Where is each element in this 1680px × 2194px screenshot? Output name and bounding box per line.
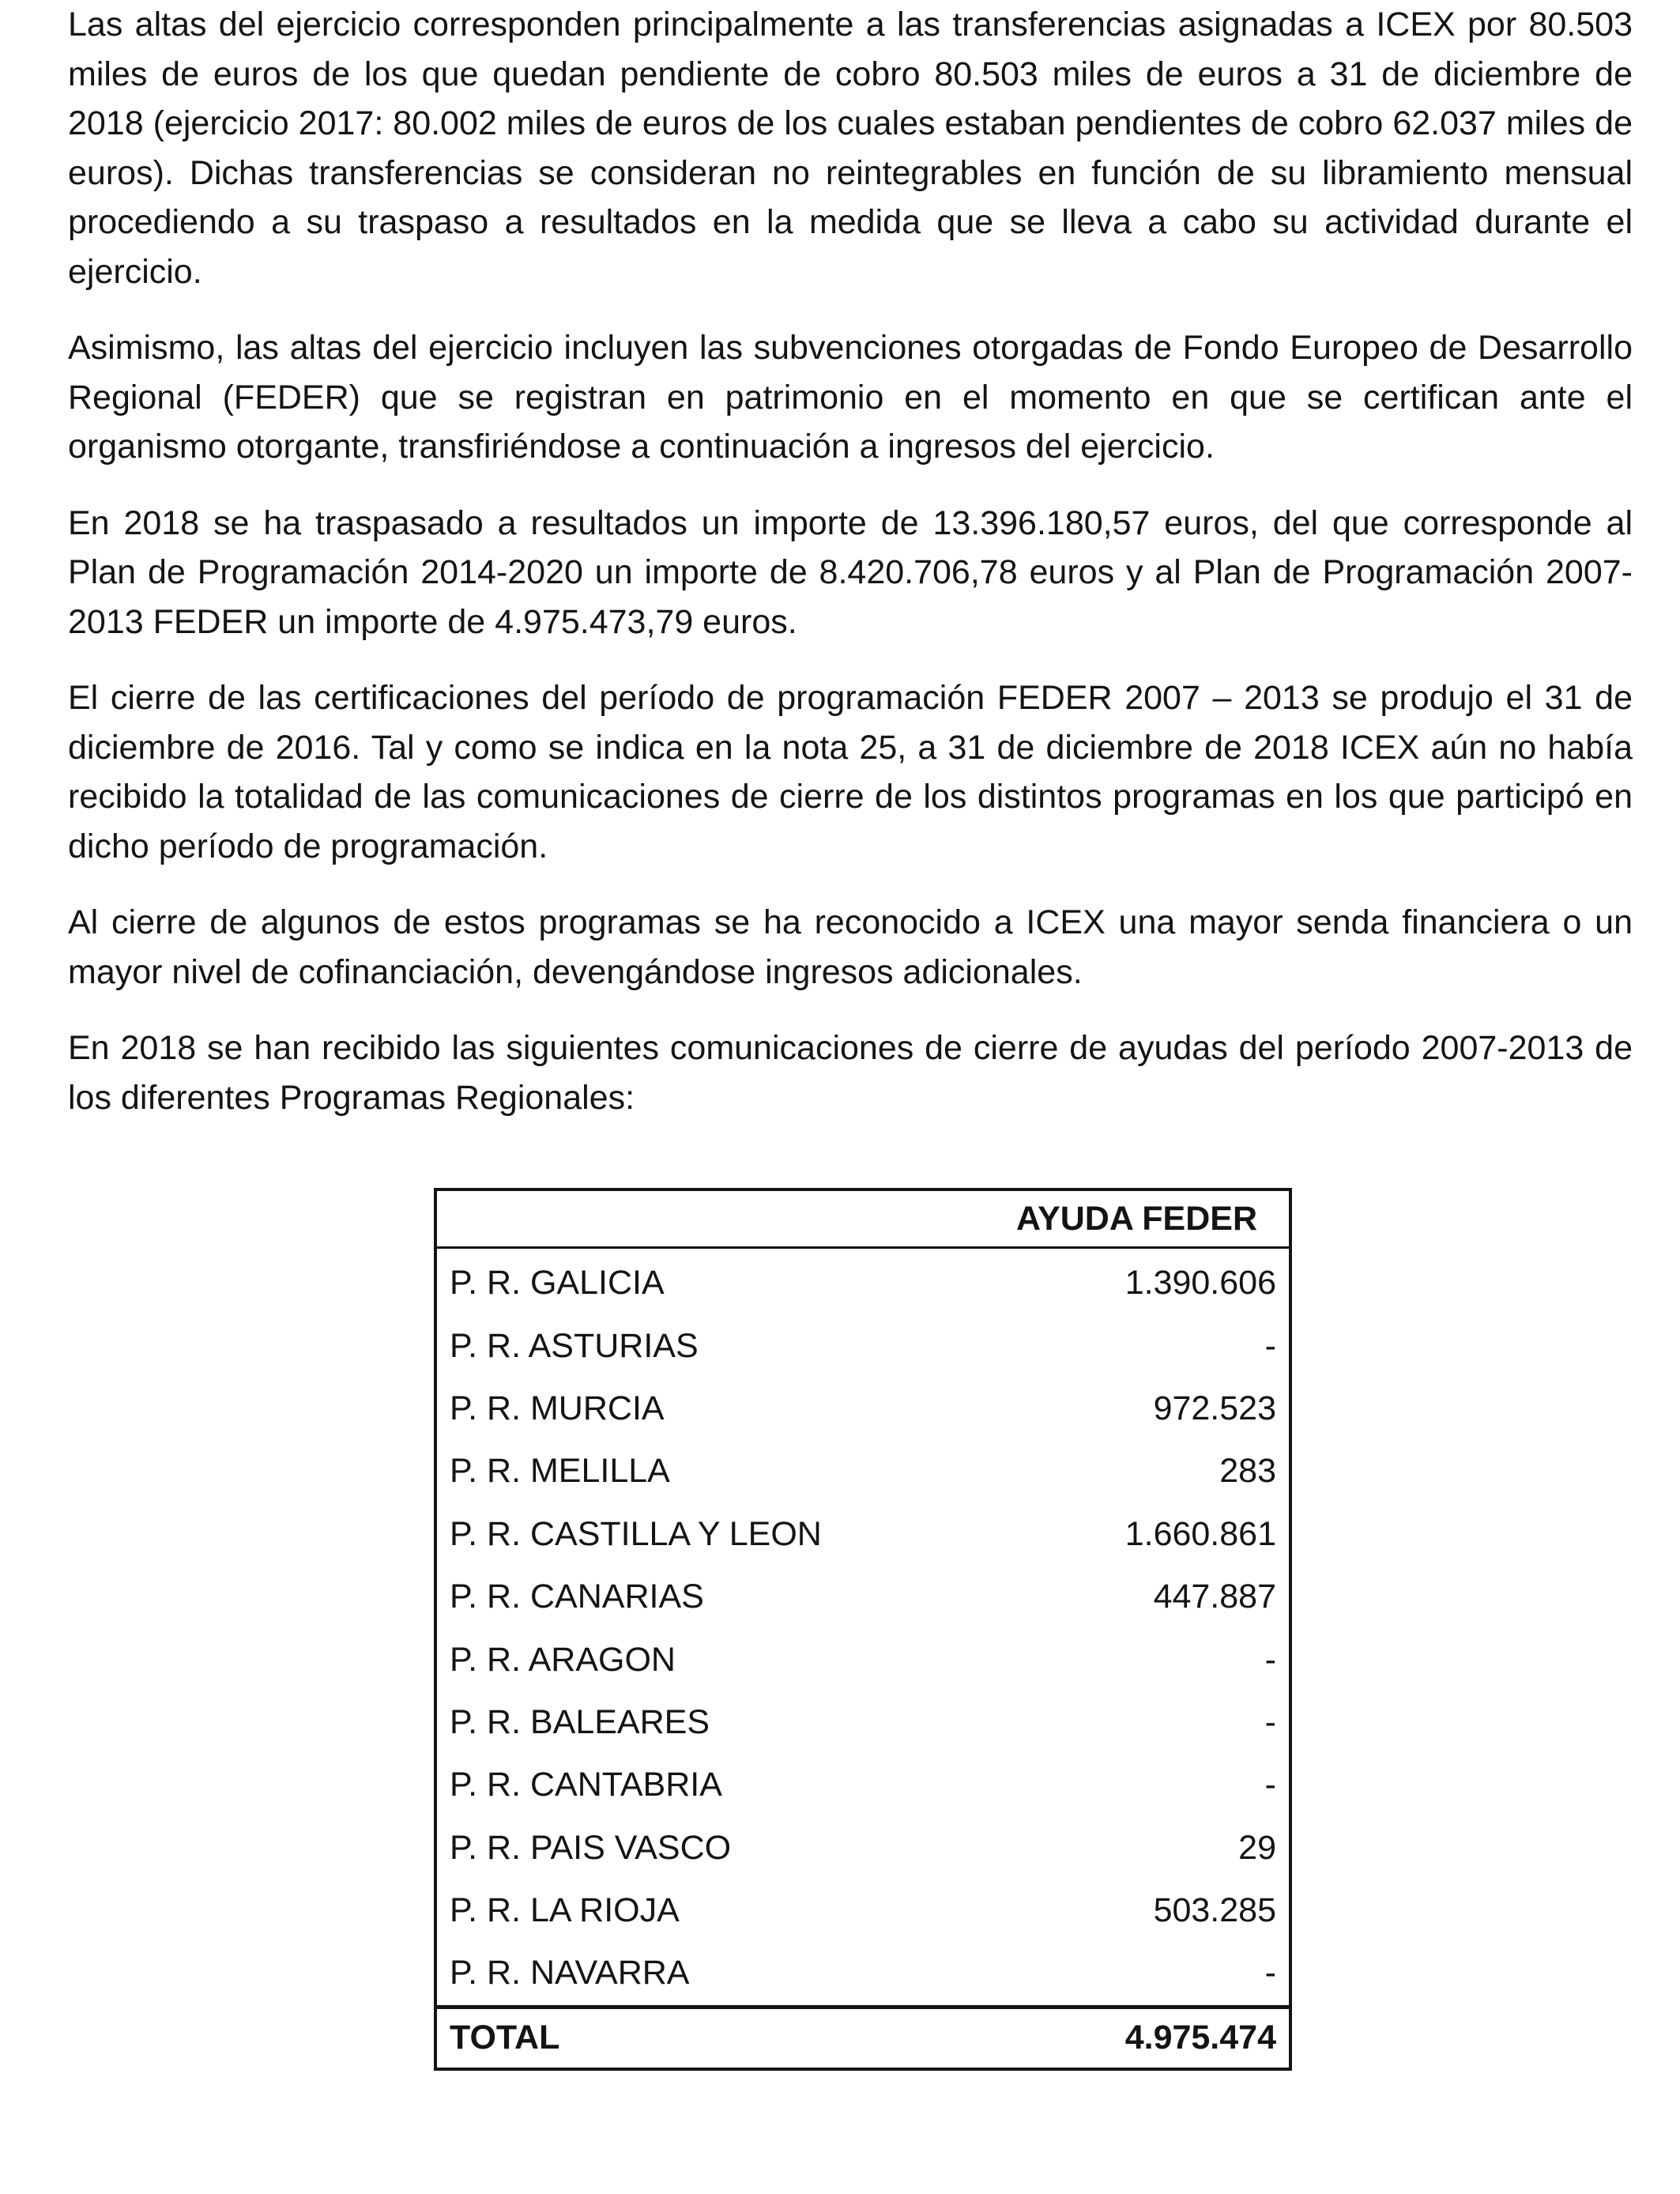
program-value: -: [1264, 1954, 1276, 1992]
program-value: -: [1264, 1766, 1276, 1804]
table-row: [435, 1566, 1290, 1628]
table-header-row: [435, 1189, 1290, 1248]
table-row: [435, 1942, 1290, 2007]
program-value: 1.390.606: [1124, 1264, 1276, 1302]
program-name: P. R. MURCIA: [450, 1389, 665, 1427]
table-row: [435, 1879, 1290, 1942]
document-page: [68, 0, 1633, 1122]
program-name: P. R. CANTABRIA: [450, 1766, 722, 1804]
table-row: [435, 1503, 1290, 1566]
program-value: -: [1264, 1702, 1276, 1741]
program-value: 447.887: [1153, 1578, 1276, 1616]
table-row: [435, 1314, 1290, 1377]
program-name: P. R. GALICIA: [450, 1264, 665, 1302]
paragraph-comunicaciones-cierre: En 2018 se han recibido las siguientes comunicaciones de cierre de ayudas del período 2007-2013 de los diferentes Programas Regionales:: [68, 1029, 1633, 1117]
table-total-row: [435, 2007, 1290, 2069]
program-value: 29: [1238, 1828, 1276, 1867]
program-name: P. R. CASTILLA Y LEON: [450, 1514, 822, 1553]
table-row: [435, 1378, 1290, 1440]
program-value: 1.660.861: [1124, 1514, 1276, 1553]
table-row: [435, 1628, 1290, 1691]
paragraph-feder-subvenciones: Asimismo, las altas del ejercicio incluyen las subvenciones otorgadas de Fondo Europeo de Desarrollo Regional (FEDER) que se registran en patrimonio en el momento en que se certifican ante el organismo otorgante, transfiriéndose a continuación a ingresos del ejercicio.: [68, 329, 1633, 466]
program-name: P. R. ARAGON: [450, 1640, 676, 1679]
total-label: TOTAL: [435, 2007, 932, 2069]
program-value: -: [1264, 1326, 1276, 1365]
ayuda-feder-table: [434, 1188, 1292, 2071]
table-row: [435, 1754, 1290, 1816]
table-row: [435, 1691, 1290, 1754]
program-name: P. R. ASTURIAS: [450, 1326, 699, 1365]
table-row: [435, 1817, 1290, 1879]
paragraph-traspaso-resultados: En 2018 se ha traspasado a resultados un importe de 13.396.180,57 euros, del que corresponde al Plan de Programación 2014-2020 un importe de 8.420.706,78 euros y al Plan de Programación 2007-2013 FEDER un importe de 4.975.473,79 euros.: [68, 503, 1633, 641]
program-value: 972.523: [1153, 1389, 1276, 1427]
paragraph-transferencias: Las altas del ejercicio corresponden principalmente a las transferencias asignadas a ICEX por 80.503 miles de euros de los que quedan pendiente de cobro 80.503 miles de euros a 31 de diciembre de 2018 (ejercicio 2017: 80.002 miles de euros de los cuales estaban pendientes de cobro 62.037 miles de euros). Dichas transferencias se consideran no reintegrables en función de su libramiento mensual procediendo a su traspaso a resultados en la medida que se lleva a cabo su actividad durante el ejercicio.: [68, 6, 1633, 291]
program-value: 283: [1219, 1452, 1276, 1491]
program-name: P. R. LA RIOJA: [450, 1891, 680, 1930]
paragraph-cierre-certificaciones: El cierre de las certificaciones del período de programación FEDER 2007 – 2013 se produjo el 31 de diciembre de 2016. Tal y como se indica en la nota 25, a 31 de diciembre de 2018 ICEX aún no había recibido la totalidad de las comunicaciones de cierre de los distintos programas en los que participó en dicho período de programación.: [68, 679, 1633, 865]
total-value: 4.975.474: [932, 2007, 1290, 2069]
program-name: P. R. NAVARRA: [450, 1954, 690, 1992]
paragraph-senda-financiera: Al cierre de algunos de estos programas se ha reconocido a ICEX una mayor senda financiera o un mayor nivel de cofinanciación, devengándose ingresos adicionales.: [68, 903, 1633, 991]
table-header-ayuda-feder: AYUDA FEDER: [932, 1189, 1290, 1248]
program-name: P. R. MELILLA: [450, 1452, 670, 1491]
program-name: P. R. PAIS VASCO: [450, 1828, 732, 1867]
program-name: P. R. CANARIAS: [450, 1578, 704, 1616]
table-row: [435, 1248, 1290, 1315]
table-row: [435, 1440, 1290, 1502]
program-value: 503.285: [1153, 1891, 1276, 1930]
program-value: -: [1264, 1640, 1276, 1679]
program-name: P. R. BALEARES: [450, 1702, 710, 1741]
table-header-empty-cell: [435, 1189, 932, 1248]
